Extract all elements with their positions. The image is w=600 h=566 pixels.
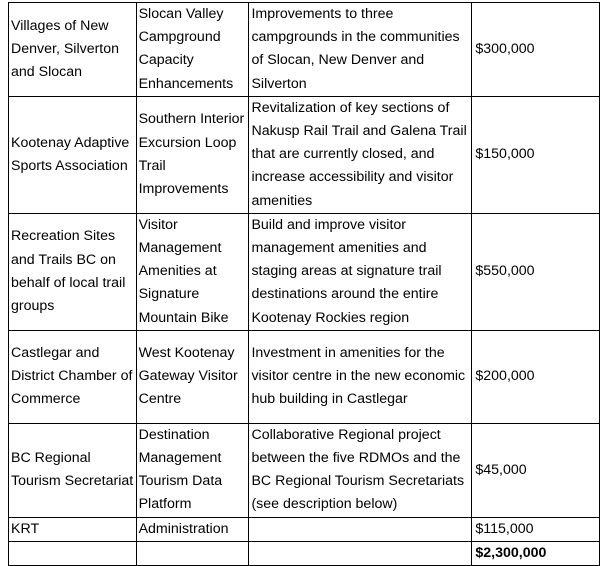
empty-cell <box>249 541 472 565</box>
applicant-cell: Castlegar and District Chamber of Commerce <box>9 330 137 423</box>
project-cell: Destination Management Tourism Data Platform <box>136 423 249 517</box>
funding-table <box>8 2 600 566</box>
description-cell <box>249 517 472 541</box>
amount-cell: $200,000 <box>472 330 600 423</box>
table-row <box>9 213 600 330</box>
table-row <box>9 96 600 213</box>
applicant-cell: Recreation Sites and Trails BC on behalf of local trail groups <box>9 213 137 330</box>
table-row <box>9 517 600 541</box>
project-cell: Southern Interior Excursion Loop Trail Improvements <box>136 96 249 213</box>
description-cell: Improvements to three campgrounds in the communities of Slocan, New Denver and Silverton <box>249 3 472 97</box>
project-cell: West Kootenay Gateway Visitor Centre <box>136 330 249 423</box>
project-cell: Visitor Management Amenities at Signature Mountain Bike <box>136 213 249 330</box>
applicant-cell: BC Regional Tourism Secretariat <box>9 423 137 517</box>
amount-cell: $550,000 <box>472 213 600 330</box>
amount-cell: $115,000 <box>472 517 600 541</box>
description-cell: Investment in amenities for the visitor centre in the new economic hub building in Castlegar <box>249 330 472 423</box>
description-cell: Collaborative Regional project between the five RDMOs and the BC Regional Tourism Secretariats (see description below) <box>249 423 472 517</box>
amount-cell: $300,000 <box>472 3 600 97</box>
description-cell: Build and improve visitor management amenities and staging areas at signature trail destinations around the entire Kootenay Rockies region <box>249 213 472 330</box>
project-cell: Slocan Valley Campground Capacity Enhancements <box>136 3 249 97</box>
applicant-cell: Kootenay Adaptive Sports Association <box>9 96 137 213</box>
applicant-cell: Villages of New Denver, Silverton and Slocan <box>9 3 137 97</box>
table-row <box>9 423 600 517</box>
project-cell: Administration <box>136 517 249 541</box>
applicant-cell: KRT <box>9 517 137 541</box>
amount-cell: $45,000 <box>472 423 600 517</box>
description-cell: Revitalization of key sections of Nakusp Rail Trail and Galena Trail that are currently closed, and increase accessibility and visitor amenities <box>249 96 472 213</box>
empty-cell <box>9 541 137 565</box>
total-row <box>9 541 600 565</box>
amount-cell: $150,000 <box>472 96 600 213</box>
table-row <box>9 330 600 423</box>
table-row <box>9 3 600 97</box>
total-amount-cell: $2,300,000 <box>472 541 600 565</box>
empty-cell <box>136 541 249 565</box>
